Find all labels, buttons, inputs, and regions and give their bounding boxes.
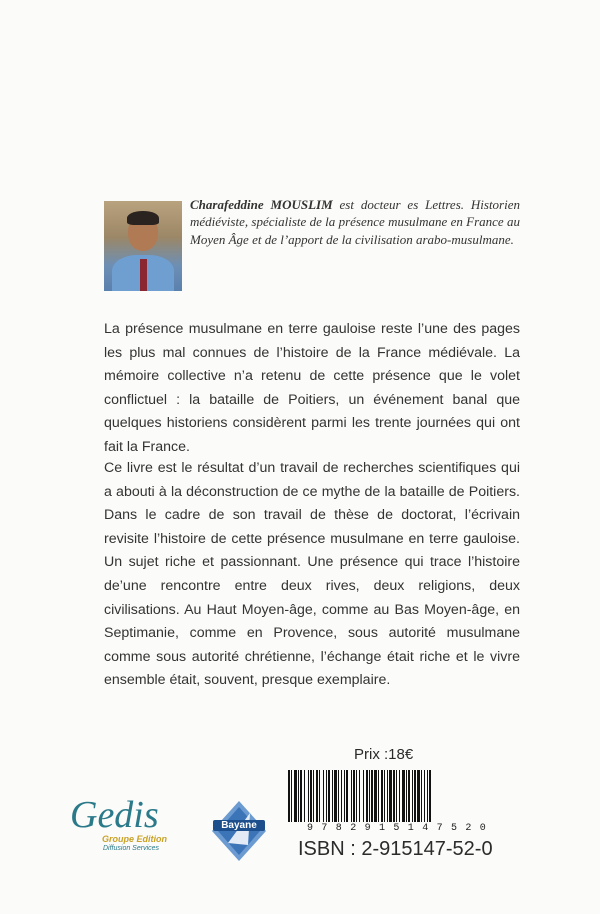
barcode-bar: [288, 770, 290, 822]
barcode-bar: [316, 770, 318, 822]
barcode-bar: [332, 770, 333, 822]
barcode-bar: [414, 770, 416, 822]
barcode-bar: [313, 770, 314, 822]
barcode-bar: [366, 770, 368, 822]
gedis-tagline-1: Groupe Edition: [102, 834, 167, 844]
barcode-bar: [334, 770, 337, 822]
barcode-bar: [323, 770, 324, 822]
barcode-bar: [346, 770, 348, 822]
barcode-bar: [429, 770, 431, 822]
barcode-bar: [384, 770, 385, 822]
summary-paragraph-2: Ce livre est le résultat d’un travail de recherches scientifiques qui a abouti à la déconstruction de ce mythe de la bataille de Poitiers. Dans le cadre de son travail de thèse de doctorat, l’écrivain revisite l’histoire de cette présence musulmane en terre gauloise. Un sujet riche et passionnant. Une présence qui trace l’histoire de’une rencontre entre deux rives, deux religions, deux civilisations. Au Haut Moyen-âge, comme au Bas Moyen-âge, en Septimanie, comme en Provence, sous autorité musulmane comme sous autorité chrétienne, l’échange était riche et le vivre ensemble était, souvent, presque exemplaire.: [104, 460, 520, 689]
bayane-logo-icon: [210, 799, 268, 863]
barcode-bar: [353, 770, 355, 822]
author-bio-text: est docteur es Lettres. Historien médiéviste, spécialiste de la présence musulmane en France au Moyen Âge et de l’apport de la civilisation arabo-musulmane.: [190, 197, 520, 247]
barcode-bar: [389, 770, 392, 822]
barcode-bar: [319, 770, 320, 822]
barcode-bar: [421, 770, 422, 822]
barcode-bar: [338, 770, 339, 822]
barcode-bar: [326, 770, 327, 822]
summary-paragraph-1: La présence musulmane en terre gauloise reste l’une des pages les plus mal connues de l’histoire de la France médiévale. La mémoire collective n’a retenu de cette présence que le volet conflictuel : la bataille de Poitiers, un événement banal que quelques historiens considèrent parmi les trente journées qui ont fait la France.: [104, 321, 520, 455]
barcode-bar: [294, 770, 297, 822]
barcode-bar: [308, 770, 309, 822]
barcode-digits: 9 7 8 2 9 1 5 1 4 7 5 2 0: [306, 823, 488, 834]
author-photo-hair: [127, 211, 159, 225]
barcode-bar: [378, 770, 379, 822]
barcode-bar: [417, 770, 420, 822]
barcode-bar: [387, 770, 388, 822]
isbn-number: ISBN : 2-915147-52-0: [298, 838, 493, 860]
barcode-bar: [402, 770, 405, 822]
barcode-bar: [393, 770, 395, 822]
barcode-bar: [328, 770, 330, 822]
barcode-bar: [369, 770, 370, 822]
barcode-bar: [351, 770, 352, 822]
barcode-bar: [359, 770, 360, 822]
barcode-bar: [363, 770, 364, 822]
gedis-logo: Gedis: [70, 794, 159, 836]
barcode-bar: [374, 770, 377, 822]
bayane-logo-label: Bayane: [213, 820, 265, 831]
isbn-barcode: [288, 770, 502, 822]
barcode-bar: [371, 770, 373, 822]
barcode-bar: [408, 770, 410, 822]
barcode-bar: [310, 770, 312, 822]
author-photo: [104, 201, 182, 291]
barcode-bar: [399, 770, 400, 822]
author-bio: [190, 196, 520, 248]
barcode-bar: [291, 770, 292, 822]
barcode-bar: [381, 770, 383, 822]
author-photo-tie: [140, 259, 147, 291]
gedis-tagline-2: Diffusion Services: [103, 845, 160, 852]
author-name: Charafeddine MOUSLIM: [190, 197, 333, 212]
barcode-bar: [412, 770, 413, 822]
barcode-bar: [356, 770, 357, 822]
barcode-bar: [427, 770, 428, 822]
barcode-bar: [396, 770, 397, 822]
barcode-bar: [424, 770, 425, 822]
barcode-bar: [344, 770, 345, 822]
barcode-bar: [341, 770, 342, 822]
barcode-bar: [300, 770, 302, 822]
price-label: Prix :18€: [354, 746, 414, 763]
barcode-bar: [406, 770, 407, 822]
barcode-bar: [298, 770, 299, 822]
barcode-bar: [304, 770, 305, 822]
